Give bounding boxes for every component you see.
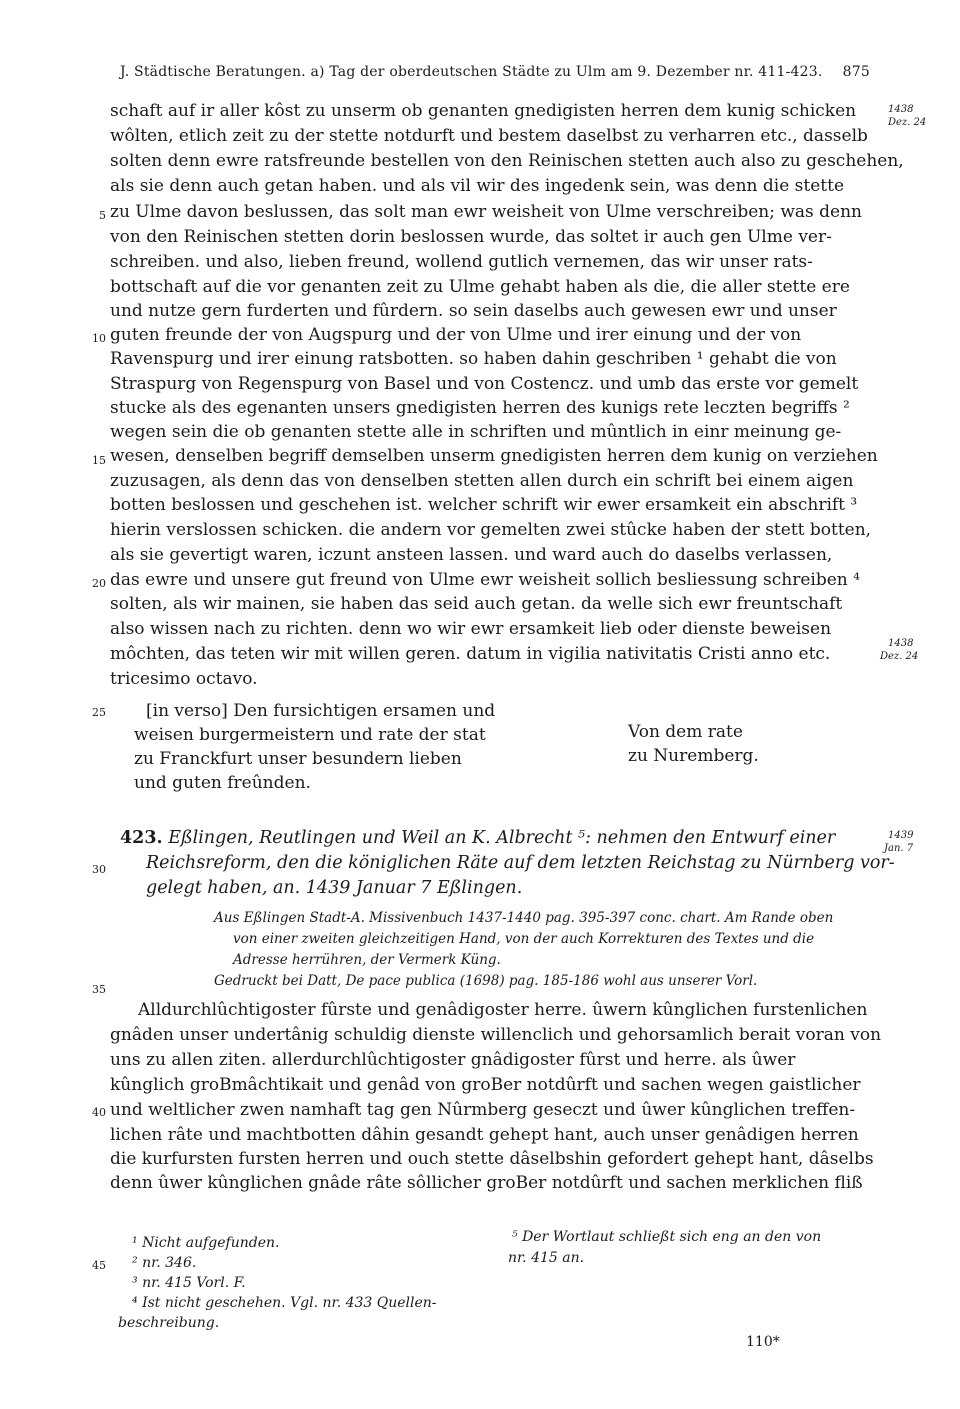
body-line: schaft auf ir aller kôst zu unserm ob genanten gnedigisten herren dem kunig schicken	[110, 101, 857, 121]
source-line: Adresse herrühren, der Vermerk Küng.	[233, 952, 501, 968]
margin-date-year: 1438	[888, 638, 914, 649]
footnote: ⁴ Ist nicht geschehen. Vgl. nr. 433 Quellen-	[132, 1295, 437, 1311]
body-line: solten denn ewre ratsfreunde bestellen von den Reinischen stetten auch also zu geschehen,	[110, 151, 904, 171]
line-number: 40	[92, 1106, 106, 1119]
body-line: also wissen nach zu richten. denn wo wir ewr ersamkeit lieb oder dienste beweisen	[110, 619, 832, 639]
line-number: 15	[92, 454, 106, 467]
sender-line: Von dem rate	[628, 722, 743, 742]
heading-line: Reichsreform, den die königlichen Räte auf dem letzten Reichstag zu Nürnberg vor-	[146, 853, 895, 873]
margin-date-year: 1439	[888, 830, 914, 841]
body-line: solten, als wir mainen, sie haben das seid auch getan. da welle sich ewr freuntschaft	[110, 594, 843, 614]
address-line: [in verso] Den fursichtigen ersamen und	[146, 701, 496, 721]
body-line: als sie gevertigt waren, iczunt ansteen lassen. und ward auch do daselbs verlassen,	[110, 545, 833, 565]
heading-line: Eßlingen, Reutlingen und Weil an K. Albrecht ⁵: nehmen den Entwurf einer	[168, 828, 836, 848]
body-line: môchten, das teten wir mit willen geren. datum in vigilia nativitatis Cristi anno etc.	[110, 644, 831, 664]
margin-date	[880, 637, 918, 663]
footnote-continuation: nr. 415 an.	[508, 1250, 585, 1266]
line-number: 10	[92, 332, 106, 345]
letter-line: und weltlicher zwen namhaft tag gen Nûrmberg geseczt und ûwer kûnglichen treffen-	[110, 1100, 856, 1120]
letter-line: uns zu allen ziten. allerdurchlûchtigoster gnâdigoster fûrst und herre. als ûwer	[110, 1050, 796, 1070]
body-line: wôlten, etlich zeit zu der stette notdurft und bestem daselbst zu verharren etc., dasselb	[110, 126, 868, 146]
body-line: Straspurg von Regenspurg von Basel und von Costencz. und umb das erste vor gemelt	[110, 374, 859, 394]
letter-line: die kurfursten fursten herren und ouch stette dâselbshin gefordert gehept hant, dâselbs	[110, 1149, 874, 1169]
body-line: schreiben. und also, lieben freund, wollend gutlich vernemen, das wir unser rats-	[110, 252, 813, 272]
address-line: zu Franckfurt unser besundern lieben	[134, 749, 462, 769]
footnote: ¹ Nicht aufgefunden.	[132, 1235, 280, 1251]
body-line: zu Ulme davon beslussen, das solt man ewr weisheit von Ulme verschreiben; was denn	[110, 202, 862, 222]
margin-date	[888, 103, 926, 129]
margin-date-year: 1438	[888, 104, 914, 115]
source-line: Aus Eßlingen Stadt-A. Missivenbuch 1437-1440 pag. 395-397 conc. chart. Am Rande oben	[214, 910, 834, 926]
letter-line: Alldurchlûchtigoster fûrste und genâdigoster herre. ûwern kûnglichen furstenlichen	[138, 1000, 868, 1020]
sender-line: zu Nuremberg.	[628, 746, 759, 766]
body-line: Ravenspurg und irer einung ratsbotten. so haben dahin geschriben ¹ gehabt die von	[110, 349, 837, 369]
footnote: ² nr. 346.	[132, 1255, 197, 1271]
running-title: J. Städtische Beratungen. a) Tag der oberdeutschen Städte zu Ulm am 9. Dezember nr. 411-423.	[120, 64, 823, 80]
signature-mark: 110*	[746, 1334, 780, 1350]
address-line: und guten freûnden.	[134, 773, 311, 793]
body-line: hierin verslossen schicken. die andern vor gemelten zwei stûcke haben der stett botten,	[110, 520, 872, 540]
body-line: guten freunde der von Augspurg und der von Ulme und irer einung und der von	[110, 325, 802, 345]
body-line: zuzusagen, als denn das von denselben stetten allen durch ein schrift bei einem aigen	[110, 471, 854, 491]
line-number: 25	[92, 706, 106, 719]
document-number: 423.	[120, 828, 163, 848]
running-header	[120, 64, 870, 80]
line-number: 30	[92, 863, 106, 876]
letter-line: gnâden unser undertânig schuldig dienste willenclich und gehorsamlich berait voran von	[110, 1025, 882, 1045]
body-line: wesen, denselben begriff demselben unserm gnedigisten herren dem kunig on verziehen	[110, 446, 878, 466]
line-number: 20	[92, 577, 106, 590]
footnote: ³ nr. 415 Vorl. F.	[132, 1275, 246, 1291]
line-number: 35	[92, 983, 106, 996]
page-number: 875	[842, 64, 870, 80]
body-line: wegen sein die ob genanten stette alle in schriften und mûntlich in einr meinung ge-	[110, 422, 842, 442]
body-line: tricesimo octavo.	[110, 669, 258, 689]
footnote-continuation: beschreibung.	[118, 1315, 220, 1331]
margin-date-day: Dez. 24	[888, 117, 927, 128]
letter-line: denn ûwer kûnglichen gnâde râte sôllicher groBer notdûrft und sachen merklichen fliß	[110, 1173, 863, 1193]
footnote: ⁵ Der Wortlaut schließt sich eng an den von	[512, 1229, 822, 1245]
margin-date	[884, 829, 913, 855]
line-number: 45	[92, 1259, 106, 1272]
letter-line: lichen râte und machtbotten dâhin gesandt gehept hant, auch unser genâdigen herren	[110, 1125, 859, 1145]
body-line: bottschaft auf die vor genanten zeit zu Ulme gehabt haben als die, die aller stette ere	[110, 277, 850, 297]
letter-line: kûnglich groBmâchtikait und genâd von groBer notdûrft und sachen wegen gaistlicher	[110, 1075, 861, 1095]
line-number: 5	[99, 209, 106, 222]
address-line: weisen burgermeistern und rate der stat	[134, 725, 486, 745]
body-line: als sie denn auch getan haben. und als vil wir des ingedenk sein, was denn die stette	[110, 176, 845, 196]
heading-line: gelegt haben, an. 1439 Januar 7 Eßlingen.	[146, 878, 523, 898]
margin-date-day: Jan. 7	[884, 843, 914, 854]
source-line: Gedruckt bei Datt, De pace publica (1698) pag. 185-186 wohl aus unserer Vorl.	[214, 973, 758, 989]
margin-date-day: Dez. 24	[880, 651, 919, 662]
body-line: von den Reinischen stetten dorin beslossen wurde, das soltet ir auch gen Ulme ver-	[110, 227, 832, 247]
body-line: botten beslossen und geschehen ist. welcher schrift wir ewer ersamkeit ein abschrift ³	[110, 495, 858, 515]
body-line: stucke als des egenanten unsers gnedigisten herren des kunigs rete leczten begriffs ²	[110, 398, 850, 418]
body-line: das ewre und unsere gut freund von Ulme ewr weisheit sollich besliessung schreiben ⁴	[110, 570, 860, 590]
source-line: von einer zweiten gleichzeitigen Hand, von der auch Korrekturen des Textes und die	[233, 931, 815, 947]
body-line: und nutze gern furderten und fûrdern. so sein daselbs auch gewesen ewr und unser	[110, 301, 837, 321]
